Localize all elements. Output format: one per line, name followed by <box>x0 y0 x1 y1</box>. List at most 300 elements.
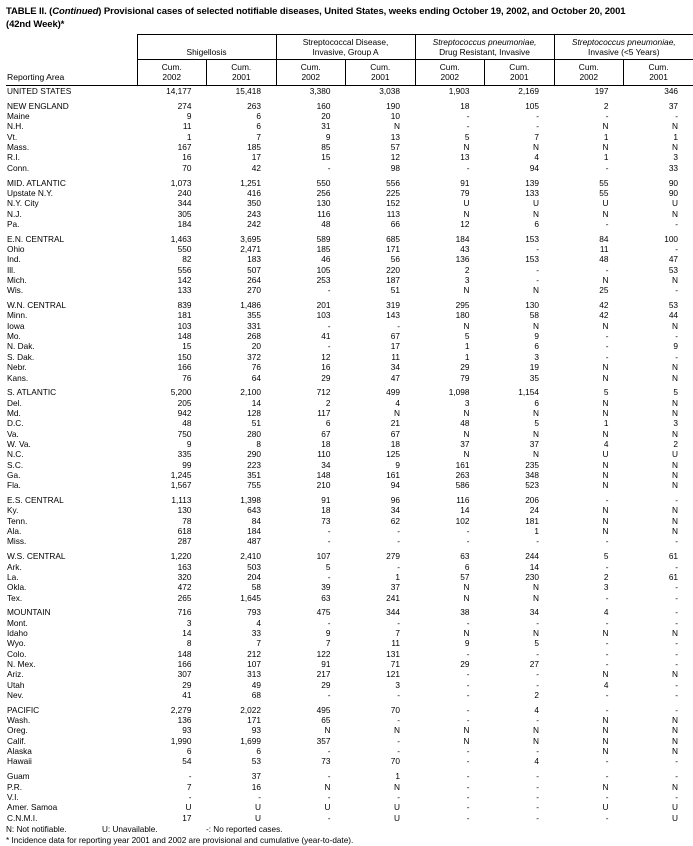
row-value-col-4: N <box>463 428 470 439</box>
row-value-col-5: 6 <box>534 341 540 352</box>
row-value-col-2: - <box>327 285 331 296</box>
table-row <box>6 638 693 648</box>
row-value-col-7: 61 <box>668 551 679 562</box>
row-value-col-5: 181 <box>525 515 540 526</box>
row-area-label: S. ATLANTIC <box>7 387 57 398</box>
row-value-col-2: 91 <box>321 495 331 506</box>
group-line2: Drug Resistant, Invasive <box>439 47 530 57</box>
row-value-col-0: 307 <box>177 669 192 680</box>
row-value-col-7: N <box>672 735 679 746</box>
table-row <box>6 285 693 295</box>
row-value-col-1: 15,418 <box>235 86 262 96</box>
row-value-col-5: U <box>533 198 540 209</box>
row-value-col-5: - <box>536 781 540 792</box>
row-value-col-4: 1,903 <box>448 86 470 96</box>
row-value-col-4: - <box>466 791 470 802</box>
row-value-col-4: 14 <box>460 505 470 516</box>
row-value-col-3: - <box>397 746 401 757</box>
row-value-col-5: N <box>533 428 540 439</box>
row-value-col-4: 29 <box>460 659 470 669</box>
table-row <box>6 449 693 459</box>
row-value-col-1: 93 <box>251 725 262 736</box>
row-value-col-6: N <box>602 725 609 736</box>
row-value-col-0: 99 <box>182 459 192 470</box>
row-value-col-2: - <box>327 617 331 628</box>
row-value-col-2: 16 <box>321 362 331 373</box>
row-value-col-4: 38 <box>460 607 470 618</box>
row-value-col-7: - <box>675 690 679 701</box>
row-value-col-3: U <box>394 802 401 813</box>
row-value-col-7: - <box>675 351 679 362</box>
row-area-label: Va. <box>7 428 19 439</box>
footnote-incidence-note: * Incidence data for reporting year 2001 and 2002 are provisional and cumulative (year-to-date). <box>6 835 354 845</box>
row-value-col-5: 523 <box>525 480 540 491</box>
footnote-unavailable: U: Unavailable. <box>102 824 158 834</box>
row-value-col-3: 71 <box>390 659 401 669</box>
row-value-col-0: 750 <box>177 428 192 439</box>
table-row <box>6 607 693 617</box>
row-value-col-6: 2 <box>603 571 609 582</box>
row-value-col-0: 150 <box>177 351 192 362</box>
footnote-no-reported-cases: -: No reported cases. <box>206 824 283 834</box>
row-value-col-6: N <box>602 275 609 286</box>
row-value-col-5: N <box>533 725 540 736</box>
row-value-col-0: 472 <box>177 582 192 593</box>
row-value-col-6: N <box>602 142 609 153</box>
row-value-col-3: - <box>397 561 401 572</box>
title-continued: Continued <box>52 6 99 17</box>
row-value-col-1: 507 <box>247 264 262 275</box>
row-value-col-4: 116 <box>456 495 470 506</box>
row-value-col-2: 3,380 <box>309 86 331 96</box>
row-value-col-5: 6 <box>534 218 540 229</box>
row-value-col-1: 264 <box>247 275 262 286</box>
table-row <box>6 470 693 480</box>
row-value-col-3: - <box>397 320 401 331</box>
row-value-col-3: 12 <box>390 152 401 163</box>
row-value-col-0: 181 <box>177 310 192 321</box>
row-value-col-5: 230 <box>525 571 540 582</box>
row-value-col-5: N <box>533 582 540 593</box>
row-value-col-6: N <box>602 459 609 470</box>
row-value-col-1: 20 <box>251 341 262 352</box>
row-area-label: La. <box>7 571 19 582</box>
row-value-col-4: - <box>466 536 470 547</box>
row-value-col-3: 98 <box>390 162 401 173</box>
row-value-col-2: - <box>327 571 331 582</box>
row-value-col-1: 51 <box>251 418 262 429</box>
row-value-col-6: - <box>605 536 609 547</box>
row-value-col-2: 39 <box>321 582 331 593</box>
row-value-col-4: - <box>466 715 470 726</box>
row-value-col-5: 130 <box>525 300 540 311</box>
table-row <box>6 460 693 470</box>
row-value-col-7: N <box>672 428 679 439</box>
row-value-col-5: 6 <box>534 397 540 408</box>
row-value-col-0: 8 <box>186 638 192 649</box>
row-value-col-7: N <box>672 208 679 219</box>
row-value-col-2: 18 <box>321 505 331 516</box>
row-value-col-1: 1,251 <box>240 177 262 188</box>
row-value-col-3: 225 <box>386 187 401 198</box>
row-value-col-0: 82 <box>182 254 192 265</box>
table-row <box>6 680 693 690</box>
row-value-col-6: U <box>602 449 609 460</box>
row-value-col-6: 48 <box>599 254 609 265</box>
row-value-col-4: 3 <box>464 397 470 408</box>
row-value-col-7: - <box>675 638 679 649</box>
row-value-col-5: - <box>536 715 540 726</box>
row-value-col-3: 96 <box>390 495 401 506</box>
row-value-col-7: 9 <box>673 341 679 352</box>
row-value-col-1: 643 <box>247 505 262 516</box>
row-value-col-3: 56 <box>390 254 401 265</box>
row-value-col-1: 17 <box>251 152 262 163</box>
row-value-col-3: 3,038 <box>379 86 401 96</box>
row-value-col-5: - <box>536 617 540 628</box>
row-area-label: N. Mex. <box>7 659 36 669</box>
row-value-col-5: N <box>533 627 540 638</box>
row-value-col-3: - <box>397 526 401 537</box>
subheader-line1: Cum. <box>439 62 460 72</box>
row-area-label: Mont. <box>7 617 28 628</box>
row-value-col-7: 33 <box>668 162 679 173</box>
title-rest: ) Provisional cases of selected notifiable diseases, United States, weeks ending October 19, 2002, and October 20, 2001 <box>98 6 626 17</box>
row-value-col-6: 42 <box>599 300 609 311</box>
row-value-col-7: 53 <box>668 300 679 311</box>
row-value-col-2: 122 <box>316 648 331 659</box>
row-value-col-4: N <box>463 627 470 638</box>
table-row <box>6 746 693 756</box>
table-row <box>6 705 693 715</box>
row-value-col-6: - <box>605 756 609 767</box>
row-value-col-1: 8 <box>256 438 262 449</box>
row-value-col-2: 712 <box>316 387 331 398</box>
row-value-col-2: 110 <box>317 449 331 460</box>
row-value-col-7: 5 <box>673 387 679 398</box>
row-value-col-0: 1 <box>186 131 192 142</box>
row-value-col-4: N <box>463 582 470 593</box>
row-value-col-0: 9 <box>186 438 192 449</box>
row-value-col-7: - <box>675 561 679 572</box>
row-value-col-6: - <box>605 791 609 802</box>
row-value-col-3: 70 <box>390 756 401 767</box>
table-row <box>6 121 693 131</box>
row-area-label: Guam <box>7 771 30 782</box>
row-value-col-7: - <box>675 495 679 506</box>
row-value-col-2: - <box>327 771 331 782</box>
row-value-col-3: 4 <box>395 397 401 408</box>
row-area-label: Oreg. <box>7 725 28 736</box>
row-value-col-0: 163 <box>177 561 192 572</box>
table-row <box>6 331 693 341</box>
subheader-line2: 2002 <box>301 72 321 82</box>
row-value-col-0: 618 <box>177 526 192 537</box>
row-value-col-6: 25 <box>599 285 609 296</box>
row-value-col-7: N <box>672 715 679 726</box>
row-value-col-2: 357 <box>316 735 331 746</box>
row-value-col-0: 265 <box>177 592 192 603</box>
row-value-col-6: U <box>602 802 609 813</box>
row-value-col-7: - <box>675 592 679 603</box>
table-row <box>6 782 693 792</box>
row-value-col-0: 1,113 <box>171 495 192 506</box>
table-row <box>6 209 693 219</box>
row-value-col-0: 9 <box>186 111 192 122</box>
row-value-col-6: 4 <box>603 679 609 690</box>
table-row <box>6 659 693 669</box>
row-value-col-6: N <box>602 469 609 480</box>
row-value-col-5: - <box>536 536 540 547</box>
row-area-label: Wyo. <box>7 638 26 649</box>
row-value-col-3: N <box>394 725 401 736</box>
table-row <box>6 429 693 439</box>
row-value-col-2: - <box>327 536 331 547</box>
row-value-col-3: U <box>394 812 401 823</box>
row-area-label: E.N. CENTRAL <box>7 233 65 244</box>
row-value-col-4: 136 <box>455 254 470 265</box>
row-value-col-4: 2 <box>464 264 470 275</box>
row-value-col-0: 5,200 <box>170 387 192 398</box>
row-value-col-0: 205 <box>177 397 192 408</box>
row-area-label: Del. <box>7 397 22 408</box>
row-value-col-6: 4 <box>603 607 609 618</box>
footnote-legend-line <box>6 825 693 836</box>
row-value-col-1: 350 <box>247 198 262 209</box>
row-value-col-7: N <box>672 397 679 408</box>
row-area-label: Minn. <box>7 310 28 321</box>
subheader-line1: Cum. <box>231 62 252 72</box>
row-value-col-0: 344 <box>177 198 192 209</box>
row-value-col-4: 57 <box>460 571 470 582</box>
row-value-col-6: 55 <box>599 177 609 188</box>
row-area-label: W.N. CENTRAL <box>7 300 67 311</box>
table-row <box>6 725 693 735</box>
row-value-col-2: 46 <box>321 254 331 265</box>
subheader-line1: Cum. <box>300 62 321 72</box>
row-value-col-2: 160 <box>316 100 331 111</box>
row-value-col-0: 1,567 <box>170 480 192 491</box>
table-row <box>6 188 693 198</box>
row-value-col-4: 3 <box>464 275 470 286</box>
footnote-not-notifiable: N: Not notifiable. <box>6 824 67 834</box>
table-row <box>6 418 693 428</box>
row-value-col-3: 220 <box>386 264 401 275</box>
row-value-col-0: - <box>188 791 192 802</box>
table-row <box>6 244 693 254</box>
row-value-col-7: U <box>672 812 679 823</box>
row-value-col-4: 29 <box>460 362 470 373</box>
table-row <box>6 802 693 812</box>
row-value-col-2: 7 <box>325 638 331 649</box>
table-row <box>6 669 693 679</box>
row-value-col-2: 29 <box>321 679 331 690</box>
row-value-col-7: 44 <box>668 310 679 321</box>
subheader-col-5 <box>485 60 555 86</box>
row-value-col-1: 2,410 <box>240 551 262 562</box>
row-value-col-2: 550 <box>316 177 331 188</box>
row-value-col-2: 107 <box>316 551 331 562</box>
row-value-col-4: - <box>466 746 470 757</box>
group-line1: Streptococcus pneumoniae, <box>571 37 676 47</box>
row-value-col-5: 1 <box>534 526 540 537</box>
row-value-col-0: 136 <box>177 715 192 726</box>
row-value-col-1: 185 <box>247 142 262 153</box>
row-value-col-1: 107 <box>247 659 262 669</box>
table-row <box>6 111 693 121</box>
table-row <box>6 480 693 490</box>
subheader-col-6 <box>554 60 624 86</box>
row-value-col-7: U <box>672 449 679 460</box>
row-value-col-2: - <box>327 526 331 537</box>
row-value-col-2: 589 <box>316 233 331 244</box>
row-value-col-0: 148 <box>177 648 192 659</box>
row-value-col-3: 187 <box>386 275 401 286</box>
row-value-col-7: - <box>675 659 679 669</box>
row-value-col-2: 6 <box>325 418 331 429</box>
row-value-col-5: - <box>536 812 540 823</box>
row-value-col-5: N <box>533 208 540 219</box>
table-row <box>6 771 693 781</box>
row-value-col-5: - <box>536 679 540 690</box>
row-value-col-2: 65 <box>321 715 331 726</box>
row-value-col-2: - <box>327 320 331 331</box>
row-value-col-6: - <box>605 341 609 352</box>
table-row <box>6 101 693 111</box>
table-head <box>6 35 693 86</box>
row-value-col-6: - <box>605 638 609 649</box>
row-value-col-1: 290 <box>247 449 262 460</box>
title-week: (42nd Week)* <box>6 18 65 30</box>
row-area-label: W.S. CENTRAL <box>7 551 66 562</box>
row-value-col-2: 117 <box>317 407 331 418</box>
row-value-col-2: 103 <box>316 310 331 321</box>
row-value-col-2: 217 <box>316 669 331 680</box>
row-value-col-5: - <box>536 243 540 254</box>
row-area-label: Mich. <box>7 275 27 286</box>
row-value-col-0: U <box>185 802 192 813</box>
row-value-col-1: 263 <box>247 100 262 111</box>
table-row <box>6 398 693 408</box>
subheader-line1: Cum. <box>161 62 182 72</box>
row-value-col-0: 6 <box>186 746 192 757</box>
row-value-col-1: 14 <box>251 397 262 408</box>
subheader-line2: 2002 <box>162 72 182 82</box>
row-value-col-4: 37 <box>460 438 470 449</box>
row-area-label: N. Dak. <box>7 341 35 352</box>
row-area-label: N.H. <box>7 121 24 132</box>
row-value-col-4: U <box>463 198 470 209</box>
table-row <box>6 163 693 173</box>
row-value-col-6: - <box>605 264 609 275</box>
row-value-col-3: 11 <box>391 638 401 649</box>
row-area-label: Iowa <box>7 320 25 331</box>
row-area-label: P.R. <box>7 781 23 792</box>
row-value-col-6: N <box>602 781 609 792</box>
row-value-col-4: 79 <box>460 187 470 198</box>
row-value-col-7: 53 <box>668 264 679 275</box>
row-value-col-3: - <box>397 690 401 701</box>
row-value-col-7: N <box>672 480 679 491</box>
row-value-col-7: 3 <box>673 418 679 429</box>
row-value-col-5: 34 <box>529 607 540 618</box>
row-value-col-4: - <box>466 771 470 782</box>
table-row <box>6 516 693 526</box>
row-value-col-1: - <box>258 791 262 802</box>
row-value-col-6: U <box>602 198 609 209</box>
row-value-col-5: 27 <box>529 659 540 669</box>
row-value-col-6: N <box>602 121 609 132</box>
row-value-col-1: 372 <box>247 351 262 362</box>
subheader-line1: Cum. <box>578 62 599 72</box>
table-row <box>6 86 693 97</box>
row-value-col-4: 5 <box>464 131 470 142</box>
row-value-col-7: N <box>672 505 679 516</box>
row-value-col-5: 35 <box>529 372 540 383</box>
row-value-col-4: 1,098 <box>448 387 470 398</box>
row-value-col-3: 190 <box>386 100 401 111</box>
row-area-label: Maine <box>7 111 30 122</box>
row-value-col-1: 2,471 <box>240 243 262 254</box>
row-value-col-3: 51 <box>390 285 401 296</box>
row-value-col-0: 14 <box>182 627 192 638</box>
column-subheader-row <box>6 60 693 86</box>
row-value-col-5: - <box>536 111 540 122</box>
row-value-col-1: 280 <box>247 428 262 439</box>
row-value-col-6: N <box>602 735 609 746</box>
subheader-line2: 2001 <box>649 72 668 82</box>
row-value-col-5: - <box>536 648 540 659</box>
row-area-label: Wis. <box>7 285 24 296</box>
row-value-col-6: - <box>605 561 609 572</box>
row-value-col-2: 67 <box>321 428 331 439</box>
row-value-col-5: 4 <box>534 756 540 767</box>
row-value-col-7: 1 <box>673 131 679 142</box>
row-value-col-5: 94 <box>529 162 540 173</box>
row-value-col-6: N <box>602 397 609 408</box>
row-value-col-0: 1,463 <box>170 233 192 244</box>
row-value-col-4: - <box>466 690 470 701</box>
table-row <box>6 254 693 264</box>
row-value-col-5: - <box>536 264 540 275</box>
row-value-col-7: 3 <box>673 152 679 163</box>
row-area-label: Okla. <box>7 582 27 593</box>
row-value-col-6: - <box>605 617 609 628</box>
row-value-col-6: 5 <box>603 551 609 562</box>
row-value-col-1: 49 <box>251 679 262 690</box>
row-value-col-5: N <box>533 320 540 331</box>
row-value-col-0: 1,990 <box>170 735 192 746</box>
row-area-label: Amer. Samoa <box>7 802 58 813</box>
subheader-line2: 2002 <box>440 72 460 82</box>
row-value-col-0: 76 <box>182 372 192 383</box>
row-value-col-2: - <box>327 690 331 701</box>
disease-group-header-row <box>6 35 693 60</box>
row-value-col-3: - <box>397 536 401 547</box>
table-row <box>6 310 693 320</box>
row-value-col-1: 1,699 <box>240 735 262 746</box>
row-value-col-3: 47 <box>390 372 401 383</box>
row-value-col-2: 9 <box>325 131 331 142</box>
row-value-col-2: 73 <box>321 515 331 526</box>
row-value-col-7: N <box>672 781 679 792</box>
row-value-col-7: 346 <box>664 86 679 96</box>
row-value-col-4: 180 <box>455 310 470 321</box>
row-value-col-4: N <box>463 285 470 296</box>
row-value-col-7: 90 <box>668 177 679 188</box>
row-value-col-2: N <box>324 781 331 792</box>
row-area-label: Fla. <box>7 480 21 491</box>
